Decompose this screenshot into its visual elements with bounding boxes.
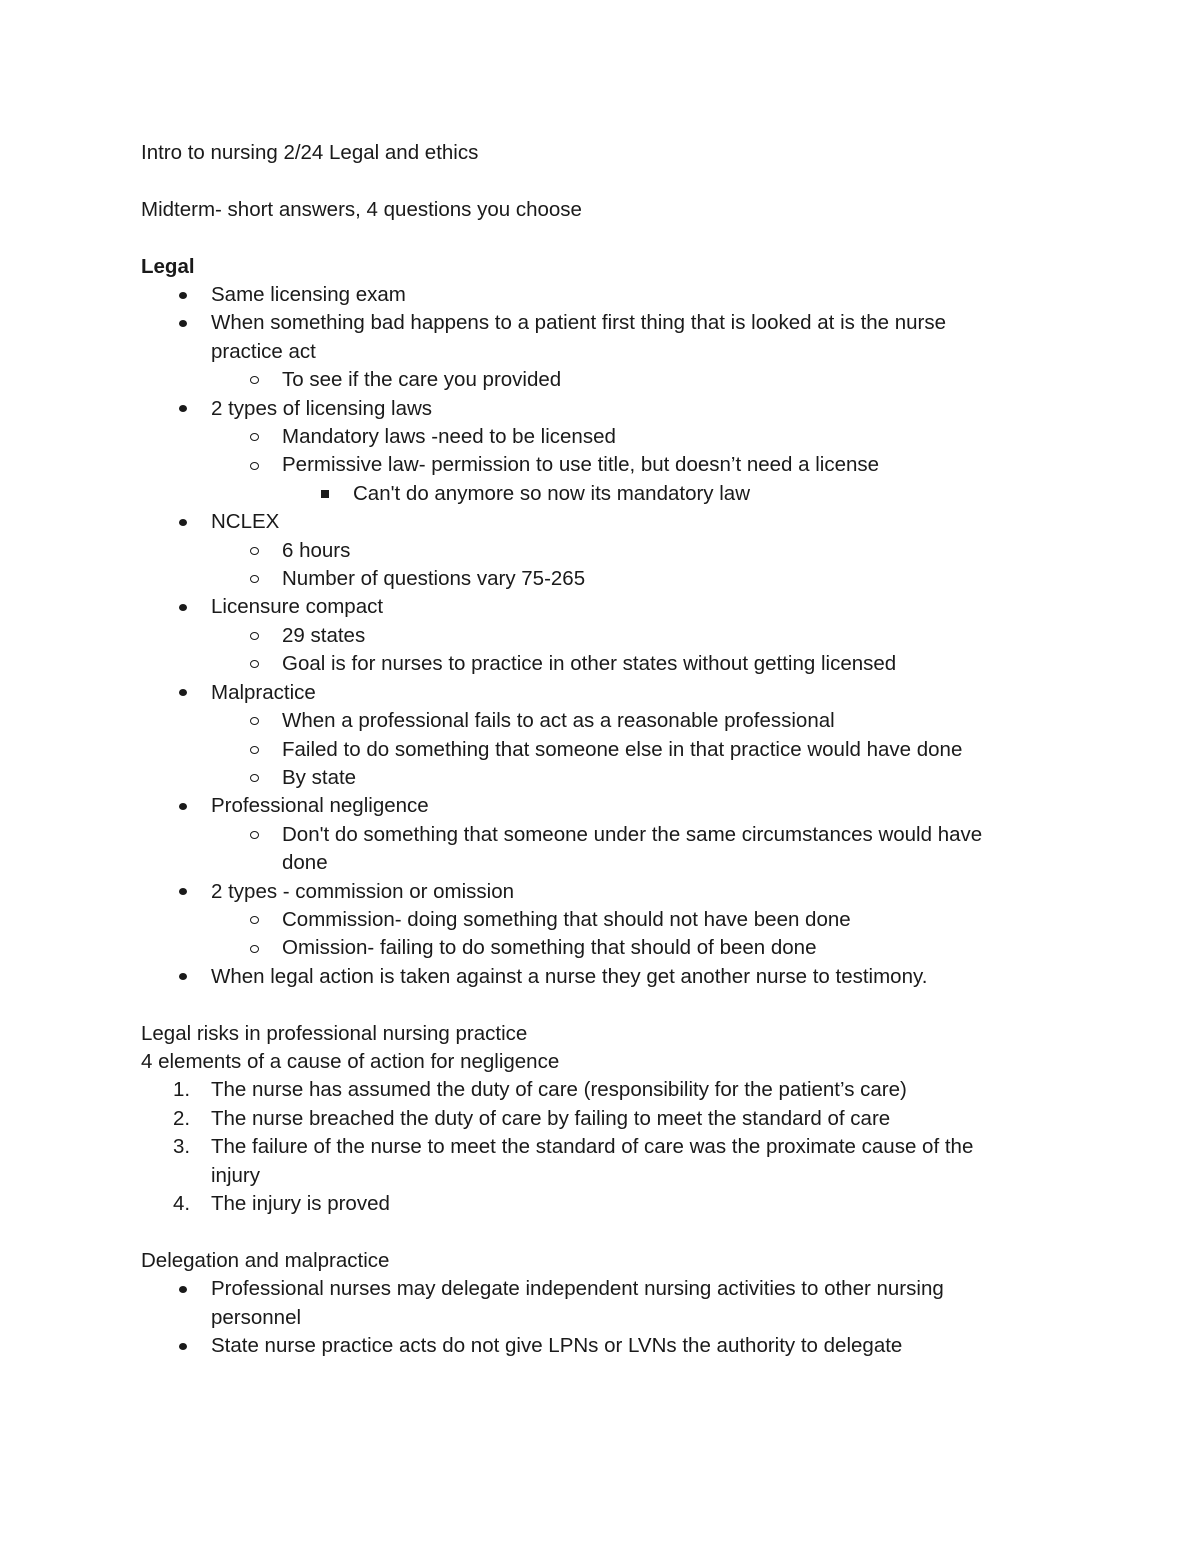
list-item bbox=[141, 281, 1021, 309]
list-item-text: Licensure compact bbox=[211, 595, 384, 619]
circle-bullet-icon bbox=[246, 622, 262, 650]
list-item-text: Commission- doing something that should not have been done bbox=[282, 907, 851, 931]
list-item bbox=[141, 395, 1021, 423]
list-item bbox=[141, 878, 1021, 906]
bullet-icon bbox=[175, 963, 191, 991]
list-number: 3. bbox=[173, 1135, 191, 1159]
sub-list-item bbox=[141, 736, 1022, 764]
circle-bullet-icon bbox=[246, 934, 262, 962]
list-item-text: By state bbox=[282, 765, 357, 789]
list-number: 1. bbox=[173, 1078, 191, 1102]
document-content bbox=[141, 139, 1041, 1360]
circle-bullet-icon bbox=[246, 366, 262, 394]
bullet-icon bbox=[175, 395, 191, 423]
delegation-heading: Delegation and malpractice bbox=[141, 1248, 390, 1272]
list-item-text: Professional nurses may delegate independent nursing activities to other nursing personnel bbox=[211, 1277, 944, 1329]
bullet-icon bbox=[175, 878, 191, 906]
list-item-text: The failure of the nurse to meet the standard of care was the proximate cause of the injury bbox=[211, 1135, 974, 1187]
numbered-list-item bbox=[141, 1190, 1021, 1218]
spacer bbox=[141, 167, 1041, 195]
numbered-list-item bbox=[141, 1076, 1021, 1104]
sub-list-item bbox=[141, 537, 1022, 565]
list-number: 4. bbox=[173, 1191, 191, 1215]
sub-list-item bbox=[141, 906, 1022, 934]
list-item bbox=[141, 1275, 1021, 1332]
sub-list-item bbox=[141, 707, 1022, 735]
circle-bullet-icon bbox=[246, 565, 262, 593]
list-item-text: Omission- failing to do something that should of been done bbox=[282, 936, 817, 960]
list-item-text: The nurse breached the duty of care by failing to meet the standard of care bbox=[211, 1106, 891, 1130]
circle-bullet-icon bbox=[246, 650, 262, 678]
page-title: Intro to nursing 2/24 Legal and ethics bbox=[141, 141, 479, 164]
list-item bbox=[141, 593, 1021, 621]
spacer bbox=[141, 224, 1041, 252]
bullet-icon bbox=[175, 281, 191, 309]
numbered-list-item bbox=[141, 1105, 1021, 1133]
list-item bbox=[141, 679, 1021, 707]
numbered-list-item bbox=[141, 1133, 1021, 1190]
spacer bbox=[141, 991, 1041, 1019]
list-item bbox=[141, 508, 1021, 536]
list-number: 2. bbox=[173, 1106, 191, 1130]
spacer bbox=[141, 1218, 1041, 1246]
bullet-icon bbox=[175, 792, 191, 820]
list-item-text: Malpractice bbox=[211, 680, 316, 704]
list-item-text: To see if the care you provided bbox=[282, 368, 562, 392]
circle-bullet-icon bbox=[246, 537, 262, 565]
list-item-text: NCLEX bbox=[211, 510, 280, 534]
legal-risks-subheading: 4 elements of a cause of action for negligence bbox=[141, 1049, 560, 1073]
list-item bbox=[141, 1332, 1021, 1360]
list-item-text: Permissive law- permission to use title, but doesn’t need a license bbox=[282, 453, 880, 477]
circle-bullet-icon bbox=[246, 707, 262, 735]
delegation-list bbox=[141, 1275, 1041, 1360]
list-item-text: Mandatory laws -need to be licensed bbox=[282, 425, 616, 449]
list-item-text: 29 states bbox=[282, 623, 366, 647]
sub-list-item bbox=[141, 764, 1022, 792]
sub-list-item bbox=[141, 821, 1022, 878]
sub-list-item bbox=[141, 934, 1022, 962]
circle-bullet-icon bbox=[246, 451, 262, 479]
list-item-text: 2 types of licensing laws bbox=[211, 396, 433, 420]
sub-list-item bbox=[141, 423, 1022, 451]
sub-list-item bbox=[141, 622, 1022, 650]
list-item-text: When a professional fails to act as a reasonable professional bbox=[282, 709, 835, 733]
list-item-text: Don't do something that someone under the same circumstances would have done bbox=[282, 822, 983, 875]
list-item-text: When legal action is taken against a nurse they get another nurse to testimony. bbox=[211, 964, 928, 988]
list-item-text: State nurse practice acts do not give LPNs or LVNs the authority to delegate bbox=[211, 1334, 903, 1357]
list-item-text: Can't do anymore so now its mandatory law bbox=[353, 481, 751, 505]
bullet-icon bbox=[175, 508, 191, 536]
sub-sub-list-item bbox=[141, 480, 1023, 508]
sub-list-item bbox=[141, 451, 1022, 479]
midterm-note: Midterm- short answers, 4 questions you choose bbox=[141, 197, 582, 221]
circle-bullet-icon bbox=[246, 423, 262, 451]
list-item-text: Same licensing exam bbox=[211, 283, 406, 306]
circle-bullet-icon bbox=[246, 764, 262, 792]
list-item-text: 2 types - commission or omission bbox=[211, 879, 515, 903]
circle-bullet-icon bbox=[246, 821, 262, 849]
bullet-icon bbox=[175, 679, 191, 707]
sub-list-item bbox=[141, 650, 1022, 678]
list-item-text: Goal is for nurses to practice in other states without getting licensed bbox=[282, 652, 897, 676]
circle-bullet-icon bbox=[246, 736, 262, 764]
legal-heading: Legal bbox=[141, 254, 195, 278]
bullet-icon bbox=[175, 593, 191, 621]
list-item-text: The nurse has assumed the duty of care (responsibility for the patient’s care) bbox=[211, 1078, 907, 1102]
sub-list-item bbox=[141, 565, 1022, 593]
legal-list bbox=[141, 281, 1041, 991]
negligence-elements-list bbox=[141, 1076, 1041, 1218]
list-item-text: The injury is proved bbox=[211, 1191, 390, 1215]
bullet-icon bbox=[175, 1275, 191, 1303]
list-item bbox=[141, 792, 1021, 820]
list-item bbox=[141, 963, 1021, 991]
circle-bullet-icon bbox=[246, 906, 262, 934]
legal-risks-heading: Legal risks in professional nursing practice bbox=[141, 1021, 528, 1045]
list-item-text: Failed to do something that someone else in that practice would have done bbox=[282, 737, 963, 761]
list-item-text: When something bad happens to a patient first thing that is looked at is the nurse practice act bbox=[211, 311, 947, 363]
bullet-icon bbox=[175, 1332, 191, 1360]
square-bullet-icon bbox=[317, 480, 333, 508]
list-item bbox=[141, 309, 1021, 366]
bullet-icon bbox=[175, 309, 191, 337]
list-item-text: Number of questions vary 75-265 bbox=[282, 567, 586, 591]
sub-list-item bbox=[141, 366, 1022, 394]
list-item-text: Professional negligence bbox=[211, 794, 429, 818]
list-item-text: 6 hours bbox=[282, 538, 351, 562]
